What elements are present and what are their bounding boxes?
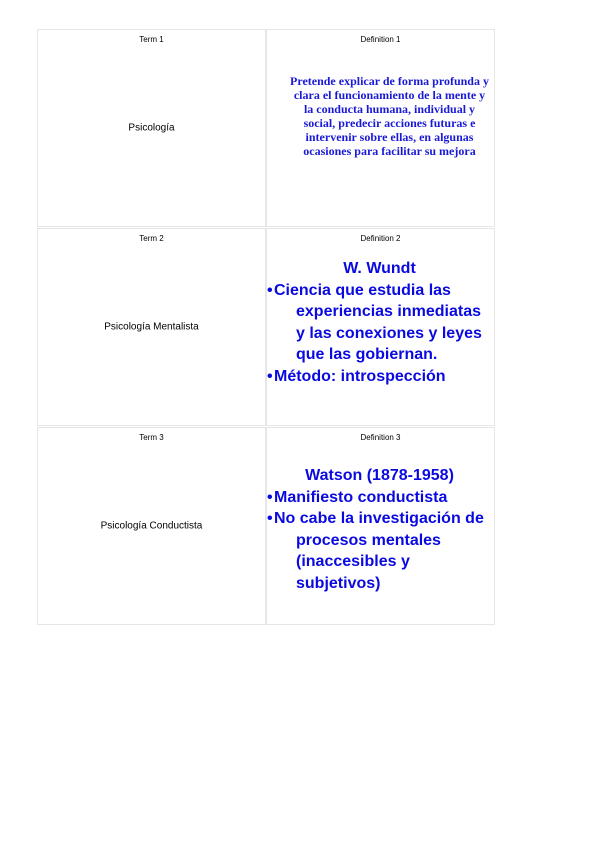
term-text: Psicología [128, 122, 175, 134]
definition-header: Definition 1 [360, 35, 401, 44]
definition-bullet [267, 366, 492, 388]
definition-bullet [267, 508, 492, 594]
definition-cell-3 [266, 427, 495, 625]
term-header: Term 1 [139, 35, 164, 44]
term-header: Term 2 [139, 234, 164, 243]
bullet-text: Ciencia que estudia las experiencias inmediatas y las conexiones y leyes que las gobiernan. [274, 281, 482, 363]
definition-text [267, 258, 492, 387]
card-row-2 [37, 228, 495, 426]
bullet-icon: • [267, 510, 273, 527]
definition-title: Watson (1878-1958) [305, 467, 454, 484]
bullet-text: Método: introspección [274, 367, 446, 385]
term-header: Term 3 [139, 433, 164, 442]
definition-bullet [267, 280, 492, 366]
bullet-icon: • [267, 488, 273, 506]
definition-text [267, 465, 492, 594]
flashcard-grid [37, 29, 495, 626]
definition-header: Definition 3 [360, 433, 401, 442]
definition-header: Definition 2 [360, 234, 401, 243]
definition-cell-1 [266, 29, 495, 227]
bullet-icon: • [267, 281, 273, 299]
term-text: Psicología Conductista [100, 520, 203, 532]
definition-cell-2 [266, 228, 495, 426]
definition-text: Pretende explicar de forma profunda y clara el funcionamiento de la mente y la conducta humana, individual y social, predecir acciones futuras e intervenir sobre ellas, en algunas ocasiones para facilitar su mejora [290, 74, 489, 158]
bullet-text: No cabe la investigación de procesos mentales (inaccesibles y subjetivos) [274, 510, 484, 592]
bullet-text: Manifiesto conductista [274, 488, 448, 506]
card-row-1 [37, 29, 495, 227]
term-text: Psicología Mentalista [104, 321, 199, 333]
bullet-icon: • [267, 367, 273, 385]
term-cell-1 [37, 29, 266, 227]
definition-bullet [267, 487, 492, 509]
term-cell-2 [37, 228, 266, 426]
definition-title: W. Wundt [343, 260, 416, 277]
term-cell-3 [37, 427, 266, 625]
card-row-3 [37, 427, 495, 625]
